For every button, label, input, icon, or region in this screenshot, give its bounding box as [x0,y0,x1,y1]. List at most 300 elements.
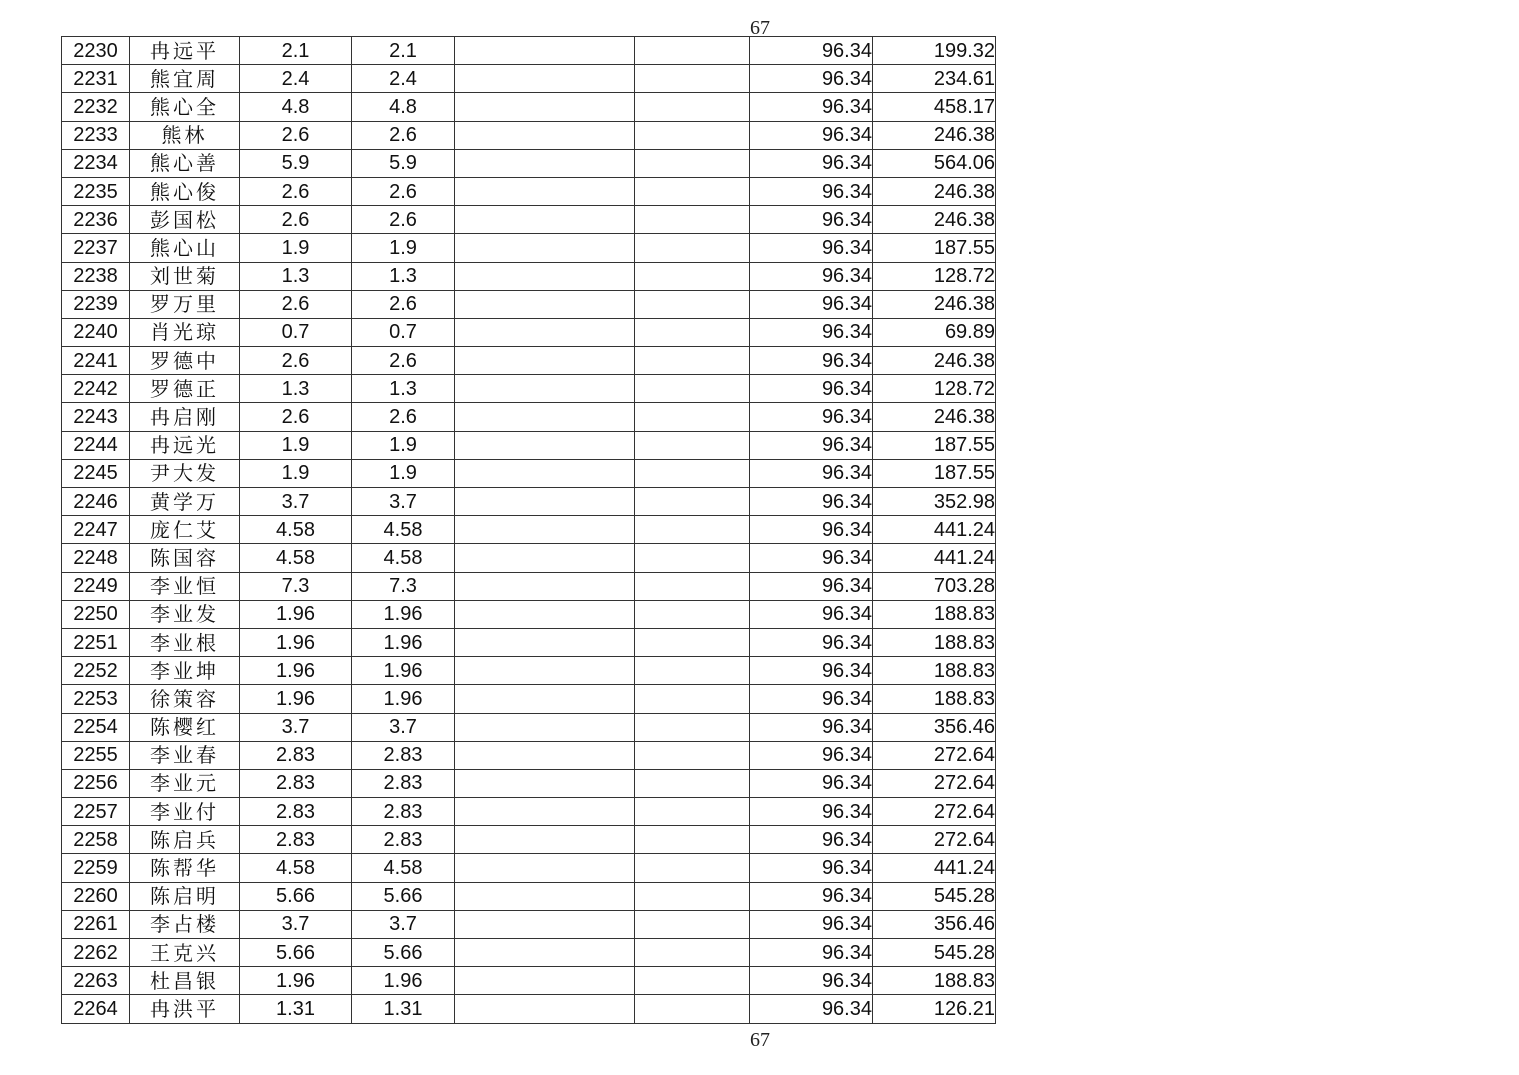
blank-cell [455,206,635,234]
owner-name-cell: 黄学万 [130,488,240,516]
unit-price-cell: 96.34 [750,65,873,93]
owner-name-cell: 陈樱红 [130,713,240,741]
blank-cell [635,967,750,995]
amount-cell: 188.83 [873,967,996,995]
area-cell: 4.58 [240,544,352,572]
blank-cell [455,939,635,967]
unit-price-cell: 96.34 [750,234,873,262]
area-cell: 1.9 [240,431,352,459]
unit-price-cell: 96.34 [750,403,873,431]
blank-cell [635,93,750,121]
unit-price-cell: 96.34 [750,657,873,685]
area-cell: 7.3 [240,572,352,600]
confirmed-area-cell: 4.58 [352,854,455,882]
blank-cell [635,488,750,516]
blank-cell [455,516,635,544]
amount-cell: 246.38 [873,290,996,318]
blank-cell [455,769,635,797]
blank-cell [455,910,635,938]
row-id-cell: 2240 [62,318,130,346]
unit-price-cell: 96.34 [750,685,873,713]
table-row [62,177,996,205]
owner-name-cell: 罗万里 [130,290,240,318]
confirmed-area-cell: 2.1 [352,37,455,65]
confirmed-area-cell: 2.6 [352,347,455,375]
confirmed-area-cell: 5.66 [352,882,455,910]
confirmed-area-cell: 5.66 [352,939,455,967]
blank-cell [635,741,750,769]
row-id-cell: 2248 [62,544,130,572]
table-row [62,798,996,826]
row-id-cell: 2253 [62,685,130,713]
blank-cell [635,713,750,741]
confirmed-area-cell: 2.4 [352,65,455,93]
area-cell: 2.83 [240,769,352,797]
table-row [62,882,996,910]
blank-cell [455,318,635,346]
blank-cell [635,290,750,318]
confirmed-area-cell: 2.6 [352,290,455,318]
blank-cell [455,882,635,910]
row-id-cell: 2245 [62,459,130,487]
blank-cell [455,600,635,628]
blank-cell [635,995,750,1023]
confirmed-area-cell: 1.96 [352,657,455,685]
blank-cell [455,403,635,431]
owner-name-cell: 陈启明 [130,882,240,910]
blank-cell [455,798,635,826]
blank-cell [455,459,635,487]
blank-cell [635,459,750,487]
amount-cell: 188.83 [873,685,996,713]
blank-cell [455,65,635,93]
amount-cell: 246.38 [873,403,996,431]
confirmed-area-cell: 2.83 [352,769,455,797]
table-row [62,403,996,431]
row-id-cell: 2263 [62,967,130,995]
row-id-cell: 2264 [62,995,130,1023]
amount-cell: 703.28 [873,572,996,600]
confirmed-area-cell: 3.7 [352,713,455,741]
confirmed-area-cell: 3.7 [352,910,455,938]
blank-cell [455,995,635,1023]
amount-cell: 356.46 [873,713,996,741]
blank-cell [635,65,750,93]
unit-price-cell: 96.34 [750,741,873,769]
blank-cell [635,854,750,882]
blank-cell [455,93,635,121]
row-id-cell: 2254 [62,713,130,741]
owner-name-cell: 熊心俊 [130,177,240,205]
unit-price-cell: 96.34 [750,713,873,741]
confirmed-area-cell: 2.83 [352,826,455,854]
owner-name-cell: 熊宜周 [130,65,240,93]
area-cell: 1.96 [240,657,352,685]
blank-cell [635,910,750,938]
blank-cell [635,347,750,375]
row-id-cell: 2231 [62,65,130,93]
blank-cell [635,234,750,262]
table-row [62,854,996,882]
area-cell: 2.6 [240,403,352,431]
amount-cell: 352.98 [873,488,996,516]
unit-price-cell: 96.34 [750,290,873,318]
row-id-cell: 2233 [62,121,130,149]
row-id-cell: 2260 [62,882,130,910]
table-row [62,572,996,600]
owner-name-cell: 熊心山 [130,234,240,262]
owner-name-cell: 徐策容 [130,685,240,713]
confirmed-area-cell: 1.3 [352,262,455,290]
unit-price-cell: 96.34 [750,967,873,995]
blank-cell [455,347,635,375]
owner-name-cell: 冉远平 [130,37,240,65]
amount-cell: 441.24 [873,544,996,572]
blank-cell [455,121,635,149]
table-row [62,967,996,995]
unit-price-cell: 96.34 [750,882,873,910]
unit-price-cell: 96.34 [750,854,873,882]
blank-cell [635,657,750,685]
unit-price-cell: 96.34 [750,347,873,375]
table-row [62,741,996,769]
table-body [62,37,996,1024]
blank-cell [455,488,635,516]
owner-name-cell: 李业恒 [130,572,240,600]
owner-name-cell: 陈帮华 [130,854,240,882]
owner-name-cell: 冉远光 [130,431,240,459]
amount-cell: 188.83 [873,628,996,656]
area-cell: 2.6 [240,206,352,234]
unit-price-cell: 96.34 [750,318,873,346]
row-id-cell: 2247 [62,516,130,544]
row-id-cell: 2259 [62,854,130,882]
unit-price-cell: 96.34 [750,459,873,487]
table-row [62,628,996,656]
blank-cell [635,431,750,459]
amount-cell: 69.89 [873,318,996,346]
blank-cell [455,741,635,769]
blank-cell [635,206,750,234]
blank-cell [635,262,750,290]
table-row [62,37,996,65]
owner-name-cell: 李业根 [130,628,240,656]
owner-name-cell: 彭国松 [130,206,240,234]
confirmed-area-cell: 7.3 [352,572,455,600]
blank-cell [635,939,750,967]
row-id-cell: 2258 [62,826,130,854]
confirmed-area-cell: 2.6 [352,403,455,431]
row-id-cell: 2235 [62,177,130,205]
blank-cell [635,121,750,149]
blank-cell [635,516,750,544]
area-cell: 2.6 [240,290,352,318]
blank-cell [455,685,635,713]
blank-cell [635,375,750,403]
row-id-cell: 2237 [62,234,130,262]
unit-price-cell: 96.34 [750,262,873,290]
area-cell: 5.66 [240,939,352,967]
confirmed-area-cell: 1.3 [352,375,455,403]
blank-cell [455,234,635,262]
table-row [62,65,996,93]
area-cell: 1.9 [240,234,352,262]
area-cell: 4.58 [240,854,352,882]
owner-name-cell: 熊心全 [130,93,240,121]
table-row [62,769,996,797]
blank-cell [455,572,635,600]
table-row [62,375,996,403]
unit-price-cell: 96.34 [750,995,873,1023]
blank-cell [635,685,750,713]
amount-cell: 441.24 [873,516,996,544]
unit-price-cell: 96.34 [750,37,873,65]
area-cell: 1.9 [240,459,352,487]
unit-price-cell: 96.34 [750,177,873,205]
row-id-cell: 2262 [62,939,130,967]
table-row [62,995,996,1023]
area-cell: 5.66 [240,882,352,910]
area-cell: 3.7 [240,910,352,938]
owner-name-cell: 李业春 [130,741,240,769]
area-cell: 2.6 [240,121,352,149]
owner-name-cell: 李业发 [130,600,240,628]
unit-price-cell: 96.34 [750,516,873,544]
row-id-cell: 2232 [62,93,130,121]
unit-price-cell: 96.34 [750,600,873,628]
table-row [62,206,996,234]
amount-cell: 187.55 [873,459,996,487]
blank-cell [635,318,750,346]
table-row [62,685,996,713]
table-row [62,516,996,544]
confirmed-area-cell: 2.83 [352,798,455,826]
blank-cell [455,177,635,205]
row-id-cell: 2252 [62,657,130,685]
owner-name-cell: 杜昌银 [130,967,240,995]
amount-cell: 246.38 [873,206,996,234]
unit-price-cell: 96.34 [750,121,873,149]
row-id-cell: 2234 [62,149,130,177]
confirmed-area-cell: 4.8 [352,93,455,121]
area-cell: 2.4 [240,65,352,93]
confirmed-area-cell: 1.9 [352,459,455,487]
table-row [62,713,996,741]
unit-price-cell: 96.34 [750,431,873,459]
owner-name-cell: 陈国容 [130,544,240,572]
amount-cell: 126.21 [873,995,996,1023]
row-id-cell: 2246 [62,488,130,516]
row-id-cell: 2230 [62,37,130,65]
table-row [62,600,996,628]
blank-cell [635,826,750,854]
area-cell: 1.31 [240,995,352,1023]
row-id-cell: 2238 [62,262,130,290]
blank-cell [635,177,750,205]
page-number-bottom: 67 [750,1029,770,1051]
area-cell: 4.58 [240,516,352,544]
table-row [62,93,996,121]
table-row [62,459,996,487]
table-row [62,347,996,375]
confirmed-area-cell: 1.9 [352,431,455,459]
area-cell: 2.83 [240,741,352,769]
table-row [62,939,996,967]
area-cell: 3.7 [240,713,352,741]
table-row [62,262,996,290]
amount-cell: 246.38 [873,177,996,205]
owner-name-cell: 冉洪平 [130,995,240,1023]
confirmed-area-cell: 2.83 [352,741,455,769]
row-id-cell: 2256 [62,769,130,797]
owner-name-cell: 熊林 [130,121,240,149]
blank-cell [635,403,750,431]
amount-cell: 545.28 [873,882,996,910]
amount-cell: 128.72 [873,262,996,290]
amount-cell: 441.24 [873,854,996,882]
owner-name-cell: 罗德正 [130,375,240,403]
table-row [62,149,996,177]
row-id-cell: 2242 [62,375,130,403]
area-cell: 2.6 [240,177,352,205]
blank-cell [635,149,750,177]
amount-cell: 564.06 [873,149,996,177]
owner-name-cell: 李业坤 [130,657,240,685]
blank-cell [455,375,635,403]
confirmed-area-cell: 2.6 [352,177,455,205]
blank-cell [455,544,635,572]
owner-name-cell: 罗德中 [130,347,240,375]
blank-cell [455,37,635,65]
area-cell: 1.3 [240,375,352,403]
row-id-cell: 2255 [62,741,130,769]
row-id-cell: 2239 [62,290,130,318]
row-id-cell: 2236 [62,206,130,234]
blank-cell [635,544,750,572]
table-row [62,290,996,318]
owner-name-cell: 陈启兵 [130,826,240,854]
amount-cell: 545.28 [873,939,996,967]
confirmed-area-cell: 1.9 [352,234,455,262]
area-cell: 1.96 [240,600,352,628]
blank-cell [635,769,750,797]
blank-cell [455,149,635,177]
row-id-cell: 2250 [62,600,130,628]
amount-cell: 187.55 [873,431,996,459]
confirmed-area-cell: 2.6 [352,206,455,234]
area-cell: 1.96 [240,685,352,713]
unit-price-cell: 96.34 [750,572,873,600]
table-row [62,318,996,346]
area-cell: 3.7 [240,488,352,516]
table-row [62,910,996,938]
row-id-cell: 2257 [62,798,130,826]
unit-price-cell: 96.34 [750,826,873,854]
blank-cell [455,290,635,318]
area-cell: 1.96 [240,628,352,656]
confirmed-area-cell: 4.58 [352,516,455,544]
area-cell: 2.83 [240,798,352,826]
amount-cell: 234.61 [873,65,996,93]
owner-name-cell: 尹大发 [130,459,240,487]
owner-name-cell: 熊心善 [130,149,240,177]
area-cell: 1.3 [240,262,352,290]
row-id-cell: 2243 [62,403,130,431]
amount-cell: 356.46 [873,910,996,938]
blank-cell [455,262,635,290]
unit-price-cell: 96.34 [750,910,873,938]
amount-cell: 188.83 [873,600,996,628]
row-id-cell: 2261 [62,910,130,938]
unit-price-cell: 96.34 [750,544,873,572]
row-id-cell: 2241 [62,347,130,375]
table-row [62,488,996,516]
table-row [62,657,996,685]
table-row [62,826,996,854]
table-row [62,121,996,149]
confirmed-area-cell: 2.6 [352,121,455,149]
confirmed-area-cell: 1.31 [352,995,455,1023]
amount-cell: 272.64 [873,798,996,826]
owner-name-cell: 冉启刚 [130,403,240,431]
area-cell: 2.6 [240,347,352,375]
blank-cell [635,628,750,656]
owner-name-cell: 李占楼 [130,910,240,938]
confirmed-area-cell: 1.96 [352,600,455,628]
blank-cell [455,854,635,882]
data-table [61,36,996,1024]
confirmed-area-cell: 1.96 [352,685,455,713]
confirmed-area-cell: 4.58 [352,544,455,572]
unit-price-cell: 96.34 [750,769,873,797]
row-id-cell: 2251 [62,628,130,656]
area-cell: 0.7 [240,318,352,346]
amount-cell: 187.55 [873,234,996,262]
amount-cell: 246.38 [873,121,996,149]
amount-cell: 246.38 [873,347,996,375]
row-id-cell: 2244 [62,431,130,459]
confirmed-area-cell: 0.7 [352,318,455,346]
amount-cell: 272.64 [873,741,996,769]
confirmed-area-cell: 5.9 [352,149,455,177]
owner-name-cell: 李业元 [130,769,240,797]
unit-price-cell: 96.34 [750,798,873,826]
area-cell: 1.96 [240,967,352,995]
blank-cell [455,967,635,995]
amount-cell: 458.17 [873,93,996,121]
unit-price-cell: 96.34 [750,149,873,177]
amount-cell: 188.83 [873,657,996,685]
blank-cell [635,37,750,65]
owner-name-cell: 王克兴 [130,939,240,967]
amount-cell: 128.72 [873,375,996,403]
amount-cell: 199.32 [873,37,996,65]
amount-cell: 272.64 [873,826,996,854]
row-id-cell: 2249 [62,572,130,600]
blank-cell [635,600,750,628]
confirmed-area-cell: 1.96 [352,628,455,656]
blank-cell [455,826,635,854]
unit-price-cell: 96.34 [750,206,873,234]
unit-price-cell: 96.34 [750,93,873,121]
confirmed-area-cell: 3.7 [352,488,455,516]
unit-price-cell: 96.34 [750,375,873,403]
amount-cell: 272.64 [873,769,996,797]
unit-price-cell: 96.34 [750,939,873,967]
unit-price-cell: 96.34 [750,488,873,516]
blank-cell [455,628,635,656]
table-row [62,431,996,459]
